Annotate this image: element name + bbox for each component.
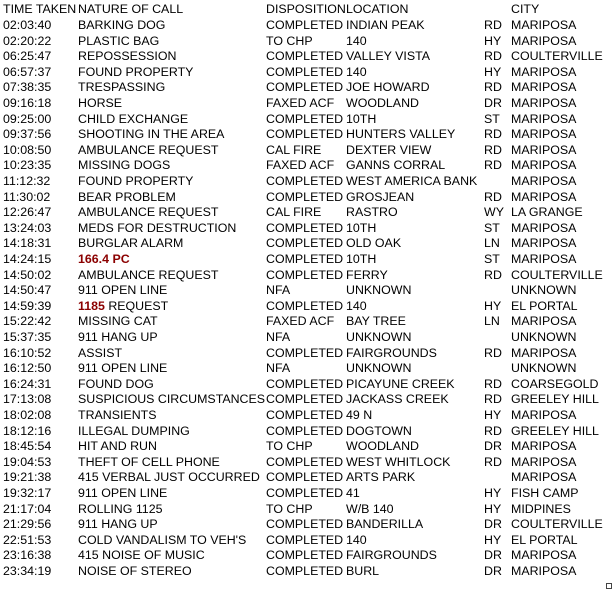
nature-text: 911 OPEN LINE xyxy=(78,283,168,298)
disposition-cell: COMPLETED xyxy=(266,220,344,235)
nature-text: THEFT OF CELL PHONE xyxy=(78,454,220,469)
city-cell: GREELEY HILL xyxy=(511,392,599,407)
location-cell: 10TH xyxy=(346,252,377,266)
nature-code: 166.4 PC xyxy=(78,252,130,266)
street-suffix-cell: RD xyxy=(484,189,502,204)
location-cell: UNKNOWN xyxy=(346,283,412,298)
header-time: TIME TAKEN xyxy=(3,2,77,16)
location-cell: DEXTER VIEW xyxy=(346,142,432,157)
nature-cell xyxy=(78,454,220,470)
nature-text: TRESPASSING xyxy=(78,80,166,95)
table-row xyxy=(0,142,614,158)
time-cell: 11:12:32 xyxy=(3,174,51,188)
disposition-cell: COMPLETED xyxy=(266,564,344,578)
location-cell: JOE HOWARD xyxy=(346,80,430,95)
disposition-cell: COMPLETED xyxy=(266,548,344,563)
location-cell: UNKNOWN xyxy=(346,361,412,376)
nature-cell xyxy=(78,532,246,548)
city-cell: MARIPOSA xyxy=(511,564,577,578)
disposition-cell: COMPLETED xyxy=(266,486,344,500)
time-cell: 18:12:16 xyxy=(3,423,52,438)
time-cell: 22:51:53 xyxy=(3,532,52,547)
nature-cell xyxy=(78,563,192,579)
time-cell: 06:25:47 xyxy=(3,49,52,64)
nature-text: BURGLAR ALARM xyxy=(78,236,184,251)
city-cell: MARIPOSA xyxy=(511,548,577,563)
time-cell: 14:18:31 xyxy=(3,236,52,251)
street-suffix-cell: DR xyxy=(484,96,502,110)
location-cell: VALLEY VISTA xyxy=(346,49,431,64)
disposition-cell: COMPLETED xyxy=(266,174,344,188)
disposition-cell: NFA xyxy=(266,330,291,344)
location-cell: HUNTERS VALLEY xyxy=(346,127,456,142)
table-row xyxy=(0,173,614,189)
header-nature: NATURE OF CALL xyxy=(78,2,184,16)
time-cell: 17:13:08 xyxy=(3,392,52,407)
nature-cell xyxy=(78,64,193,80)
street-suffix-cell: WY xyxy=(484,205,504,220)
disposition-cell: COMPLETED xyxy=(266,49,344,64)
street-suffix-cell: RD xyxy=(484,142,502,157)
time-cell: 18:02:08 xyxy=(3,408,52,422)
table-row xyxy=(0,204,614,220)
nature-cell xyxy=(78,267,218,283)
nature-cell xyxy=(78,79,165,95)
disposition-cell: COMPLETED xyxy=(266,111,344,126)
disposition-cell: COMPLETED xyxy=(266,64,344,79)
time-cell: 19:21:38 xyxy=(3,470,52,485)
table-row xyxy=(0,235,614,251)
nature-cell xyxy=(78,329,158,345)
table-row xyxy=(0,532,614,548)
time-cell: 14:59:39 xyxy=(3,298,52,313)
street-suffix-cell: HY xyxy=(484,33,502,48)
nature-text: MISSING DOGS xyxy=(78,158,171,173)
location-cell: 140 xyxy=(346,33,367,48)
location-cell: INDIAN PEAK xyxy=(346,18,425,32)
disposition-cell: COMPLETED xyxy=(266,423,344,438)
city-cell: COULTERVILLE xyxy=(511,267,603,282)
table-row xyxy=(0,563,614,579)
nature-text: PLASTIC BAG xyxy=(78,33,160,48)
time-cell: 11:30:02 xyxy=(3,189,51,204)
city-cell: MARIPOSA xyxy=(511,80,577,95)
time-cell: 14:24:15 xyxy=(3,252,52,266)
location-cell: OLD OAK xyxy=(346,236,402,251)
table-row xyxy=(0,79,614,95)
time-cell: 14:50:47 xyxy=(3,283,52,298)
table-row xyxy=(0,376,614,392)
location-cell: JACKASS CREEK xyxy=(346,392,449,407)
city-cell: MARIPOSA xyxy=(511,314,577,329)
location-cell: 140 xyxy=(346,64,367,79)
table-row xyxy=(0,17,614,33)
nature-cell xyxy=(78,345,122,361)
nature-text: SUSPICIOUS CIRCUMSTANCES xyxy=(78,392,266,407)
nature-text: 911 HANG UP xyxy=(78,330,158,344)
nature-cell xyxy=(78,407,156,423)
disposition-cell: COMPLETED xyxy=(266,127,344,142)
location-cell: UNKNOWN xyxy=(346,330,412,344)
nature-cell xyxy=(78,360,167,376)
location-cell: WEST AMERICA BANK xyxy=(346,174,478,188)
street-suffix-cell: ST xyxy=(484,252,500,266)
nature-text: 911 OPEN LINE xyxy=(78,486,168,500)
table-row xyxy=(0,407,614,423)
time-cell: 07:38:35 xyxy=(3,80,52,95)
nature-cell xyxy=(78,142,218,158)
disposition-cell: COMPLETED xyxy=(266,189,344,204)
disposition-cell: FAXED ACF xyxy=(266,158,335,173)
street-suffix-cell: HY xyxy=(484,298,502,313)
location-cell: FAIRGROUNDS xyxy=(346,548,437,563)
street-suffix-cell: RD xyxy=(484,392,502,407)
nature-cell xyxy=(78,485,167,501)
nature-cell xyxy=(78,282,167,298)
nature-cell xyxy=(78,95,122,111)
header-disposition: DISPOSITION xyxy=(266,2,346,16)
time-cell: 10:23:35 xyxy=(3,158,52,173)
nature-text: ASSIST xyxy=(78,345,123,360)
nature-cell xyxy=(78,33,159,49)
disposition-cell: CAL FIRE xyxy=(266,205,322,220)
nature-code: 1185 xyxy=(78,298,105,313)
street-suffix-cell: LN xyxy=(484,236,500,251)
table-row xyxy=(0,454,614,470)
disposition-cell: COMPLETED xyxy=(266,517,344,532)
city-cell: MARIPOSA xyxy=(511,127,577,142)
time-cell: 16:10:52 xyxy=(3,345,52,360)
location-cell: GANNS CORRAL xyxy=(346,158,446,173)
time-cell: 21:29:56 xyxy=(3,517,52,532)
city-cell: EL PORTAL xyxy=(511,298,578,313)
city-cell: UNKNOWN xyxy=(511,361,577,376)
city-cell: COARSEGOLD xyxy=(511,376,599,391)
table-row xyxy=(0,485,614,501)
city-cell: MARIPOSA xyxy=(511,408,577,422)
corner-mark xyxy=(606,583,612,589)
time-cell: 21:17:04 xyxy=(3,501,52,516)
time-cell: 02:20:22 xyxy=(3,33,52,48)
nature-text: TRANSIENTS xyxy=(78,408,157,422)
city-cell: MARIPOSA xyxy=(511,158,577,173)
city-cell: MARIPOSA xyxy=(511,345,577,360)
street-suffix-cell: ST xyxy=(484,220,500,235)
disposition-cell: NFA xyxy=(266,283,291,298)
nature-cell xyxy=(78,111,188,127)
location-cell: GROSJEAN xyxy=(346,189,415,204)
table-row xyxy=(0,189,614,205)
street-suffix-cell: RD xyxy=(484,454,502,469)
city-cell: UNKNOWN xyxy=(511,283,577,298)
location-cell: BANDERILLA xyxy=(346,517,424,532)
time-cell: 19:32:17 xyxy=(3,486,52,500)
location-cell: PICAYUNE CREEK xyxy=(346,376,455,391)
time-cell: 15:37:35 xyxy=(3,330,52,344)
nature-cell xyxy=(78,157,170,173)
nature-cell xyxy=(78,220,236,236)
street-suffix-cell: RD xyxy=(484,423,502,438)
nature-cell xyxy=(78,235,183,251)
table-row xyxy=(0,313,614,329)
city-cell: MARIPOSA xyxy=(511,18,577,32)
time-cell: 15:22:42 xyxy=(3,314,52,329)
disposition-cell: COMPLETED xyxy=(266,267,344,282)
nature-text: FOUND PROPERTY xyxy=(78,174,194,188)
table-row xyxy=(0,48,614,64)
time-cell: 10:08:50 xyxy=(3,142,52,157)
nature-cell xyxy=(78,391,265,407)
disposition-cell: COMPLETED xyxy=(266,18,344,32)
nature-text: CHILD EXCHANGE xyxy=(78,111,189,126)
nature-text: HIT AND RUN xyxy=(78,439,157,454)
time-cell: 12:26:47 xyxy=(3,205,52,220)
disposition-cell: FAXED ACF xyxy=(266,314,335,329)
table-row xyxy=(0,501,614,517)
nature-text: NOISE OF STEREO xyxy=(78,564,192,578)
street-suffix-cell: RD xyxy=(484,376,502,391)
disposition-cell: COMPLETED xyxy=(266,80,344,95)
nature-cell xyxy=(78,547,205,563)
disposition-cell: COMPLETED xyxy=(266,408,344,422)
nature-text: MISSING CAT xyxy=(78,314,158,329)
nature-text: AMBULANCE REQUEST xyxy=(78,205,219,220)
location-cell: 41 xyxy=(346,486,360,500)
time-cell: 13:24:03 xyxy=(3,220,52,235)
location-cell: ARTS PARK xyxy=(346,470,416,485)
city-cell: MARIPOSA xyxy=(511,189,577,204)
time-cell: 18:45:54 xyxy=(3,439,52,454)
nature-cell xyxy=(78,376,154,392)
nature-text: FOUND PROPERTY xyxy=(78,64,194,79)
street-suffix-cell: RD xyxy=(484,18,502,32)
nature-cell xyxy=(78,204,218,220)
city-cell: MARIPOSA xyxy=(511,439,577,454)
header-city: CITY xyxy=(511,2,540,16)
street-suffix-cell: RD xyxy=(484,267,502,282)
disposition-cell: COMPLETED xyxy=(266,236,344,251)
nature-text: COLD VANDALISM TO VEH'S xyxy=(78,532,247,547)
time-cell: 09:37:56 xyxy=(3,127,52,142)
street-suffix-cell: DR xyxy=(484,439,502,454)
street-suffix-cell: DR xyxy=(484,564,502,578)
street-suffix-cell: RD xyxy=(484,127,502,142)
table-row xyxy=(0,360,614,376)
table-row xyxy=(0,423,614,439)
nature-text: HORSE xyxy=(78,96,123,110)
location-cell: 49 N xyxy=(346,408,373,422)
location-cell: DOGTOWN xyxy=(346,423,412,438)
location-cell: BAY TREE xyxy=(346,314,406,329)
street-suffix-cell: LN xyxy=(484,314,500,329)
location-cell: FAIRGROUNDS xyxy=(346,345,437,360)
nature-cell xyxy=(78,173,193,189)
table-row xyxy=(0,251,614,267)
time-cell: 23:16:38 xyxy=(3,548,52,563)
nature-cell xyxy=(78,126,224,142)
table-row xyxy=(0,329,614,345)
nature-text: ILLEGAL DUMPING xyxy=(78,423,190,438)
nature-text: REQUEST xyxy=(104,298,169,313)
time-cell: 16:24:31 xyxy=(3,376,52,391)
street-suffix-cell: RD xyxy=(484,158,502,173)
city-cell: EL PORTAL xyxy=(511,532,578,547)
header-location: LOCATION xyxy=(346,2,409,16)
city-cell: UNKNOWN xyxy=(511,330,577,344)
location-cell: W/B 140 xyxy=(346,501,394,516)
table-row xyxy=(0,391,614,407)
city-cell: COULTERVILLE xyxy=(511,517,603,532)
table-row xyxy=(0,157,614,173)
table-row xyxy=(0,95,614,111)
city-cell: MARIPOSA xyxy=(511,64,577,79)
city-cell: MARIPOSA xyxy=(511,111,577,126)
street-suffix-cell: HY xyxy=(484,408,502,422)
disposition-cell: TO CHP xyxy=(266,439,313,454)
location-cell: RASTRO xyxy=(346,205,398,220)
table-row xyxy=(0,267,614,283)
nature-text: BEAR PROBLEM xyxy=(78,189,176,204)
nature-text: 911 HANG UP xyxy=(78,517,158,532)
disposition-cell: COMPLETED xyxy=(266,470,344,485)
table-row xyxy=(0,345,614,361)
time-cell: 14:50:02 xyxy=(3,267,52,282)
time-cell: 02:03:40 xyxy=(3,18,52,32)
table-row xyxy=(0,469,614,485)
city-cell: LA GRANGE xyxy=(511,205,583,220)
table-row xyxy=(0,33,614,49)
disposition-cell: FAXED ACF xyxy=(266,96,335,110)
city-cell: FISH CAMP xyxy=(511,486,579,500)
location-cell: 10TH xyxy=(346,111,377,126)
disposition-cell: COMPLETED xyxy=(266,376,344,391)
nature-text: ROLLING 1125 xyxy=(78,501,163,516)
nature-text: 415 VERBAL JUST OCCURRED xyxy=(78,470,260,485)
table-row xyxy=(0,282,614,298)
city-cell: MARIPOSA xyxy=(511,142,577,157)
disposition-cell: COMPLETED xyxy=(266,532,344,547)
disposition-cell: COMPLETED xyxy=(266,298,344,313)
time-cell: 16:12:50 xyxy=(3,361,52,376)
location-cell: BURL xyxy=(346,564,380,578)
location-cell: 10TH xyxy=(346,220,377,235)
nature-cell xyxy=(78,501,162,517)
nature-cell xyxy=(78,189,176,205)
nature-text: 415 NOISE OF MUSIC xyxy=(78,548,205,563)
time-cell: 23:34:19 xyxy=(3,564,52,578)
table-row xyxy=(0,126,614,142)
nature-cell xyxy=(78,438,157,454)
city-cell: MARIPOSA xyxy=(511,454,577,469)
table-row xyxy=(0,516,614,532)
nature-cell xyxy=(78,251,130,267)
street-suffix-cell: HY xyxy=(484,64,502,79)
table-row xyxy=(0,438,614,454)
disposition-cell: TO CHP xyxy=(266,33,313,48)
location-cell: WEST WHITLOCK xyxy=(346,454,451,469)
table-row xyxy=(0,111,614,127)
city-cell: MARIPOSA xyxy=(511,252,577,266)
location-cell: 140 xyxy=(346,532,367,547)
location-cell: WOODLAND xyxy=(346,96,419,110)
disposition-cell: COMPLETED xyxy=(266,345,344,360)
nature-text: SHOOTING IN THE AREA xyxy=(78,127,225,142)
city-cell: MARIPOSA xyxy=(511,236,577,251)
location-cell: WOODLAND xyxy=(346,439,419,454)
nature-cell xyxy=(78,17,165,33)
nature-cell xyxy=(78,298,168,314)
table-row xyxy=(0,547,614,563)
header-row xyxy=(0,1,614,17)
street-suffix-cell: HY xyxy=(484,532,502,547)
time-cell: 09:25:00 xyxy=(3,111,52,126)
disposition-cell: COMPLETED xyxy=(266,454,344,469)
nature-cell xyxy=(78,469,260,485)
time-cell: 06:57:37 xyxy=(3,64,52,79)
table-row xyxy=(0,64,614,80)
disposition-cell: COMPLETED xyxy=(266,252,344,266)
disposition-cell: TO CHP xyxy=(266,501,313,516)
city-cell: MIDPINES xyxy=(511,501,571,516)
city-cell: MARIPOSA xyxy=(511,470,577,485)
time-cell: 19:04:53 xyxy=(3,454,52,469)
nature-text: MEDS FOR DESTRUCTION xyxy=(78,220,237,235)
street-suffix-cell: RD xyxy=(484,345,502,360)
nature-text: AMBULANCE REQUEST xyxy=(78,142,219,157)
location-cell: FERRY xyxy=(346,267,388,282)
location-cell: 140 xyxy=(346,298,367,313)
city-cell: GREELEY HILL xyxy=(511,423,599,438)
street-suffix-cell: RD xyxy=(484,80,502,95)
city-cell: MARIPOSA xyxy=(511,33,577,48)
nature-text: REPOSSESSION xyxy=(78,49,177,64)
table-row xyxy=(0,298,614,314)
nature-cell xyxy=(78,48,176,64)
disposition-cell: NFA xyxy=(266,361,291,376)
city-cell: MARIPOSA xyxy=(511,174,577,188)
city-cell: COULTERVILLE xyxy=(511,49,603,64)
nature-cell xyxy=(78,313,158,329)
nature-text: 911 OPEN LINE xyxy=(78,361,168,376)
nature-text: FOUND DOG xyxy=(78,376,154,391)
street-suffix-cell: ST xyxy=(484,111,500,126)
nature-cell xyxy=(78,516,158,532)
disposition-cell: COMPLETED xyxy=(266,392,344,407)
disposition-cell: CAL FIRE xyxy=(266,142,322,157)
time-cell: 09:16:18 xyxy=(3,96,52,110)
city-cell: MARIPOSA xyxy=(511,96,577,110)
street-suffix-cell: DR xyxy=(484,548,502,563)
city-cell: MARIPOSA xyxy=(511,220,577,235)
nature-text: AMBULANCE REQUEST xyxy=(78,267,219,282)
nature-text: BARKING DOG xyxy=(78,18,166,32)
street-suffix-cell: DR xyxy=(484,517,502,532)
nature-cell xyxy=(78,423,190,439)
table-row xyxy=(0,220,614,236)
street-suffix-cell: RD xyxy=(484,49,502,64)
street-suffix-cell: HY xyxy=(484,501,502,516)
street-suffix-cell: HY xyxy=(484,486,502,500)
